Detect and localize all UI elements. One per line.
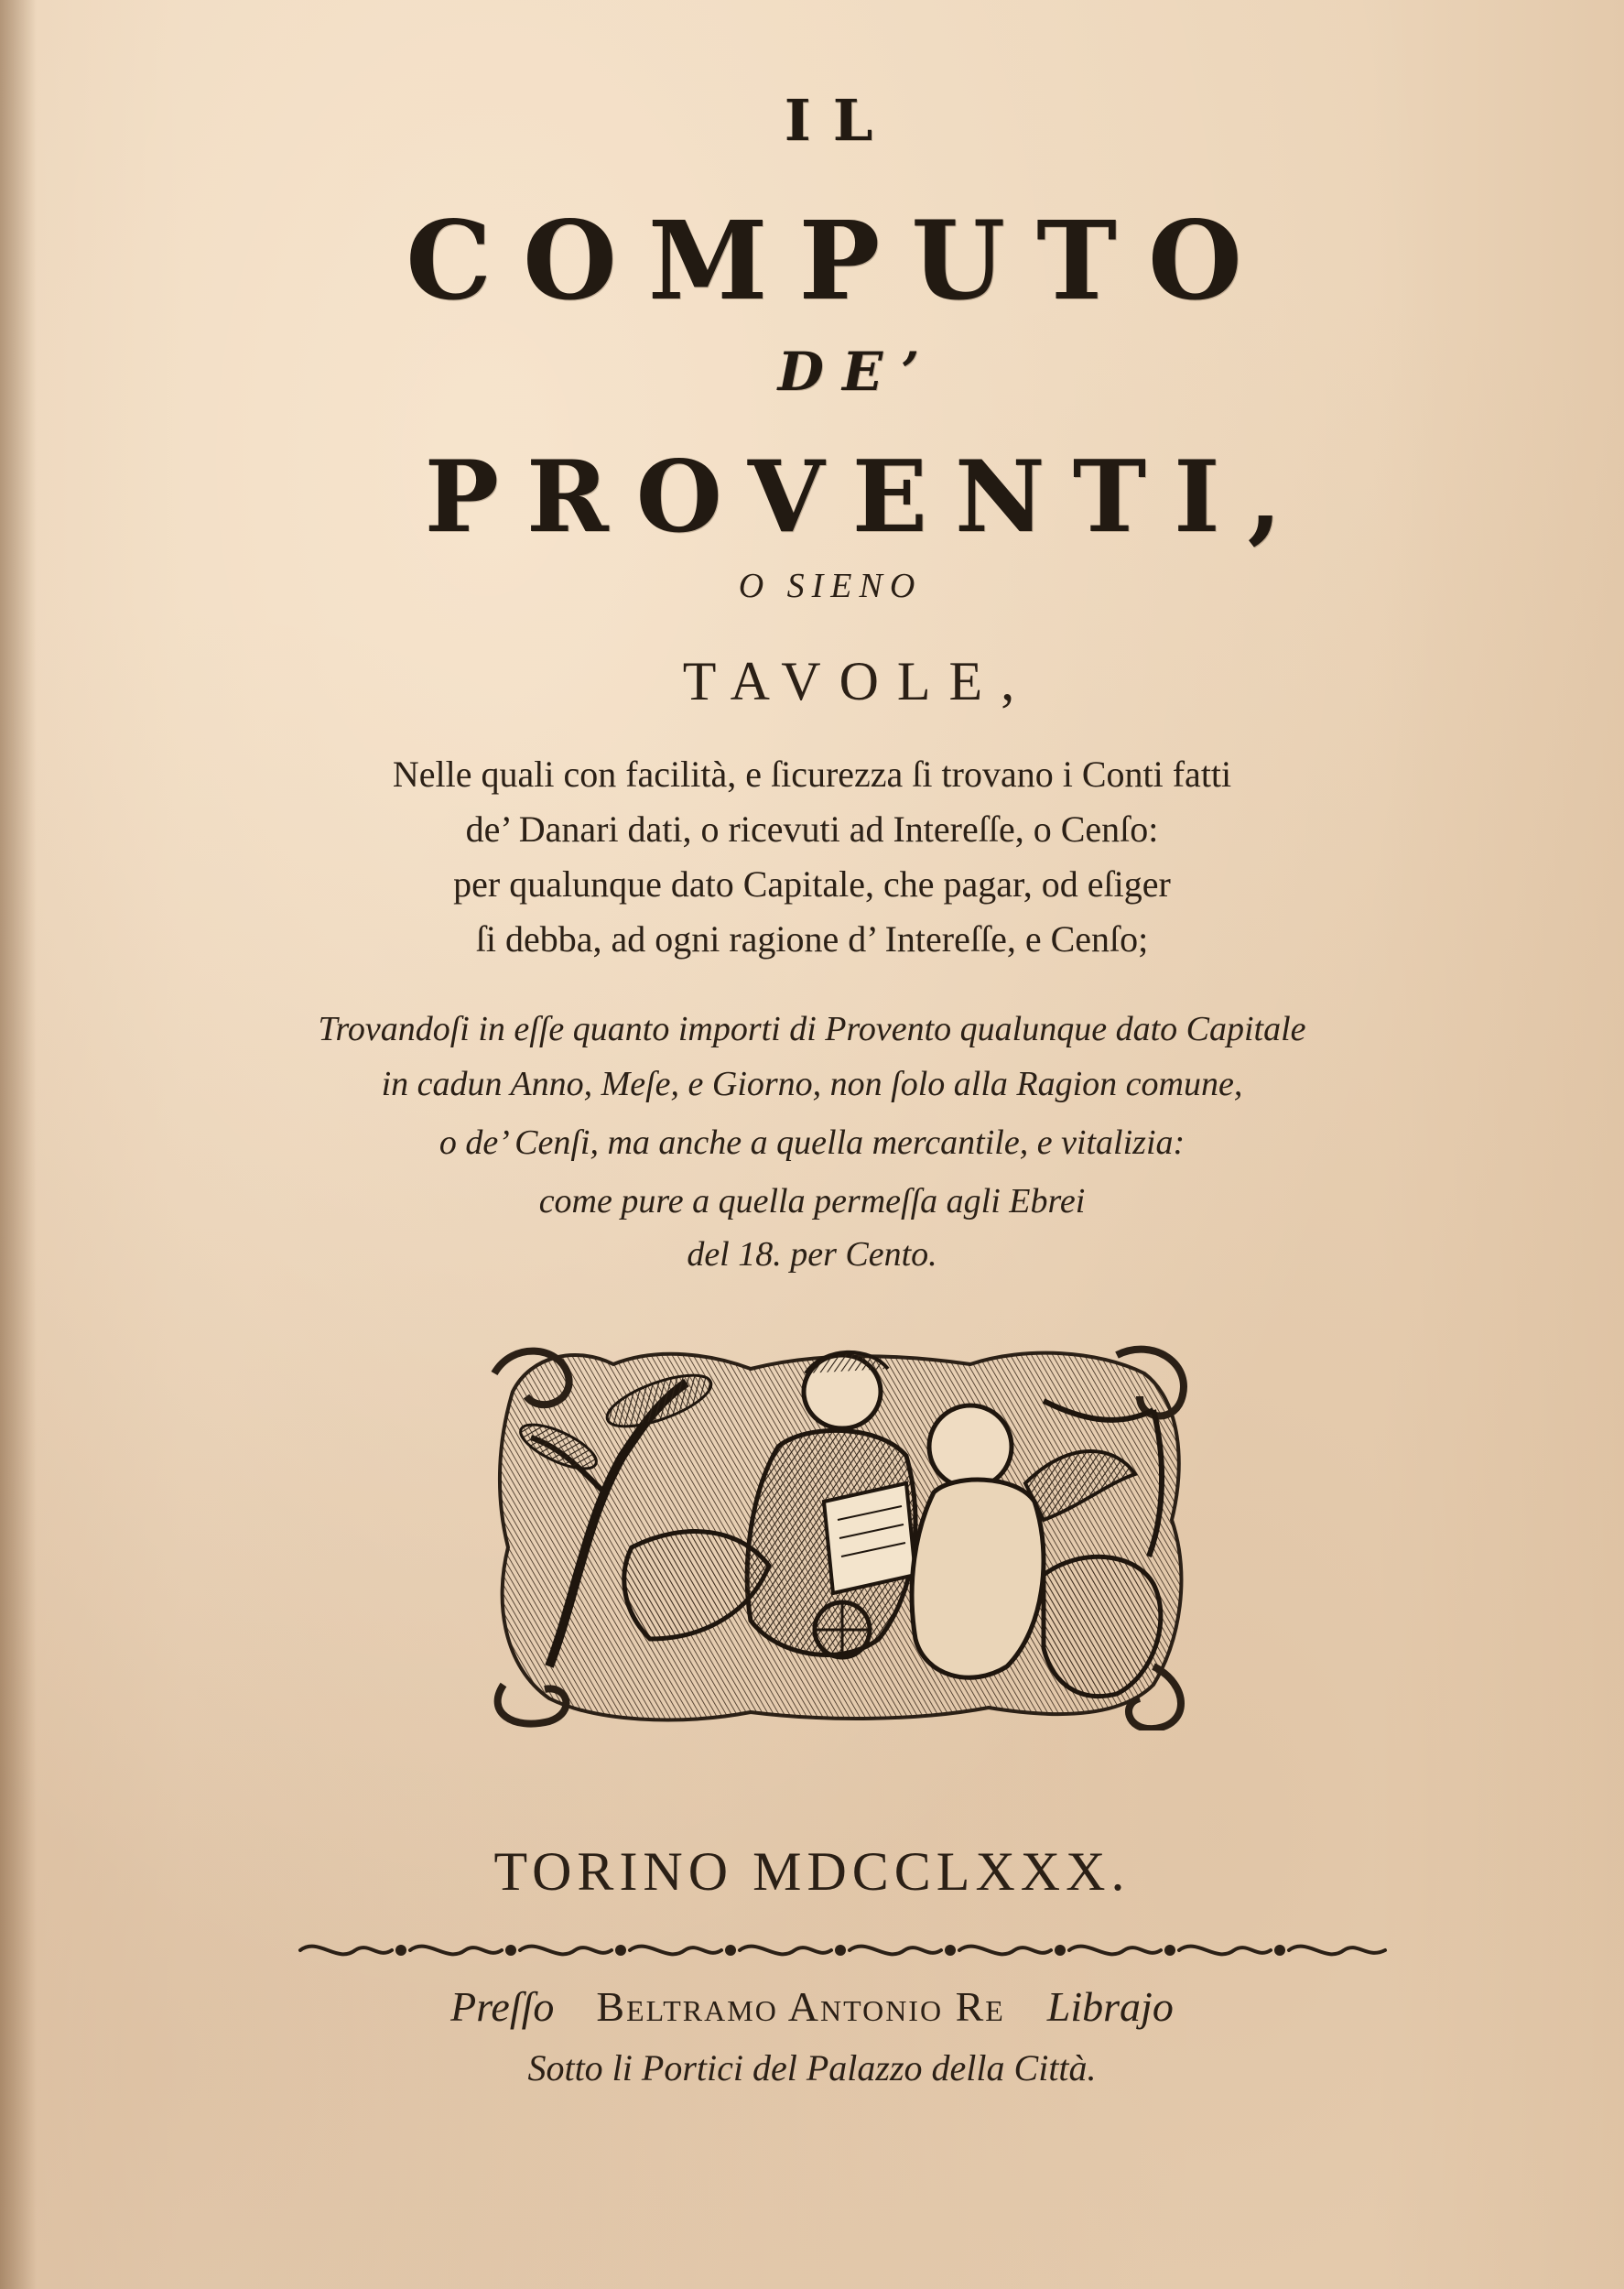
italic-description-line: Trovandoſi in eſſe quanto importi di Provento qualunque dato Capitale [318, 1010, 1306, 1048]
printer-line [0, 1982, 1624, 2031]
printer-address: Sotto li Portici del Palazzo della Città. [527, 2047, 1097, 2088]
title-line-il: IL [784, 87, 895, 154]
italic-description-line: o de’ Cenſi, ma anche a quella mercantile, e vitalizia: [438, 1123, 1186, 1162]
italic-description-line: in cadun Anno, Meſe, e Giorno, non ſolo alla Ragion comune, [381, 1065, 1243, 1103]
description-line: per qualunque dato Capitale, che pagar, od eſiger [453, 863, 1171, 905]
title-line-computo: COMPUTO [406, 197, 1273, 324]
title-line-sieno: O SIENO [738, 567, 923, 605]
place-and-date: TORINO MDCCLXXX. [493, 1841, 1131, 1902]
printer-name: Beltramo Antonio Re [596, 1983, 1005, 2030]
description-line: Nelle quali con facilità, e ſicurezza ſi trovano i Conti fatti [392, 754, 1232, 795]
title-line-de: DE’ [777, 341, 938, 403]
woodcut-vignette [476, 1337, 1199, 1730]
printer-presso: Preſſo [450, 1983, 555, 2030]
printer-role: Librajo [1046, 1983, 1174, 2030]
description-line: de’ Danari dati, o ricevuti ad Intereſſe, o Cenſo: [465, 808, 1159, 850]
title-line-tavole: TAVOLE, [682, 651, 1034, 711]
fleuron-rule [291, 1932, 1399, 1969]
description-line: ſi debba, ad ogni ragione d’ Intereſſe, e Cenſo; [475, 918, 1149, 960]
italic-description-line: come pure a quella permeſſa agli Ebrei [538, 1182, 1086, 1220]
italic-description-line: del 18. per Cento. [687, 1235, 937, 1274]
title-line-proventi: PROVENTI, [424, 439, 1310, 555]
